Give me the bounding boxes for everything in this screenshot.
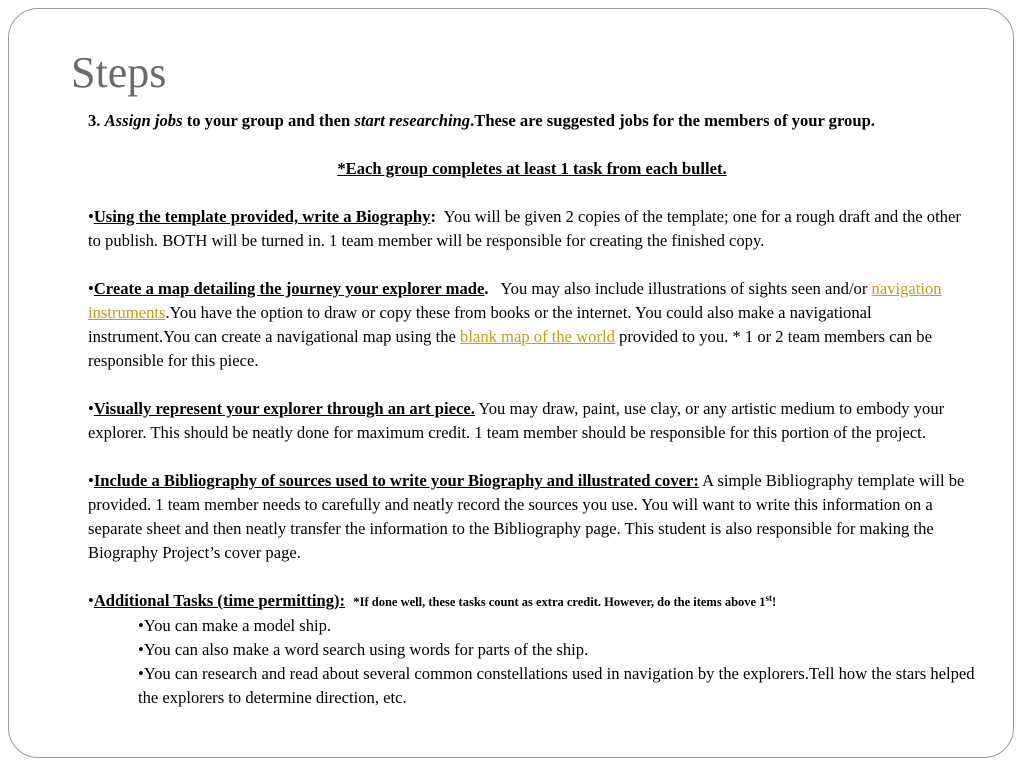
map-period: . [484,279,489,298]
step-number: 3. [88,111,101,130]
bullet-dot: • [88,591,94,610]
sub-item: •You can research and read about several common constellations used in navigation by the explorers.Tell how the stars helped the explorers to determine direction, etc. [138,664,975,707]
biography-text: You will be given 2 copies of the template; one for a rough draft and the other to publish. BOTH will be turned in. 1 team member will be responsible for creating the finished copy. [88,207,961,250]
map-heading: Create a map detailing the journey your explorer made [93,279,485,298]
assign-jobs-text: Assign jobs [104,111,183,130]
art-text: You may draw, paint, use clay, or any artistic medium to embody your explorer. This should be neatly done for maximum credit. 1 team member should be responsible for this portion of the project. [88,399,945,442]
additional-heading: Additional Tasks (time permitting): [93,591,346,610]
bibliography-text: A simple Bibliography template will be provided. 1 team member needs to carefully and neatly record the sources you use. You will want to write this information on a separate sheet and then neatly transfer the information to the Bibliography page. This student is also responsible for making the Biography Project’s cover page. [88,471,965,562]
start-researching-text: start researching [354,111,471,130]
bibliography-heading: Include a Bibliography of sources used to write your Biography and illustrated cover: [93,471,699,490]
slide-frame [8,8,1014,758]
map-text-1: You may also include illustrations of sights seen and/or [500,279,868,298]
bullet-dot: • [88,399,94,418]
map-text-2: .You have the option to draw or copy these from books or the internet. You could also make a navigational instrument.You can create a navigational map using the [88,303,872,346]
map-bullet [88,277,976,373]
navigation-instruments-link[interactable]: navigation instruments [88,279,942,322]
intro-paragraph [88,109,976,133]
slide-body [88,109,976,710]
extra-credit-note: *If done well, these tasks count as extra credit. However, do the items above 1st! [353,592,777,609]
bibliography-bullet [88,469,976,565]
blank-map-link[interactable]: blank map of the world [460,327,615,346]
art-heading: Visually represent your explorer through an art piece. [93,399,475,418]
group-note: *Each group completes at least 1 task from each bullet. [337,159,727,178]
intro-mid-text: to your group and then [186,111,351,130]
biography-heading: Using the template provided, write a Biography [93,207,431,226]
art-bullet [88,397,976,445]
bullet-dot: • [88,471,94,490]
map-text-3: provided to you. * 1 or 2 team members can be responsible for this piece. [88,327,932,370]
biography-colon: : [430,207,436,226]
bullet-dot: • [138,616,144,635]
slide-title: Steps [71,48,167,97]
sub-item: •You can make a model ship. [138,616,332,635]
sub-item: •You can also make a word search using words for parts of the ship. [138,640,589,659]
bullet-dot: • [138,664,144,683]
bullet-dot: • [88,279,94,298]
additional-bullet [88,589,976,614]
intro-rest-text: .These are suggested jobs for the members of your group. [470,111,875,130]
bullet-dot: • [88,207,94,226]
biography-bullet [88,205,976,253]
bullet-dot: • [138,640,144,659]
